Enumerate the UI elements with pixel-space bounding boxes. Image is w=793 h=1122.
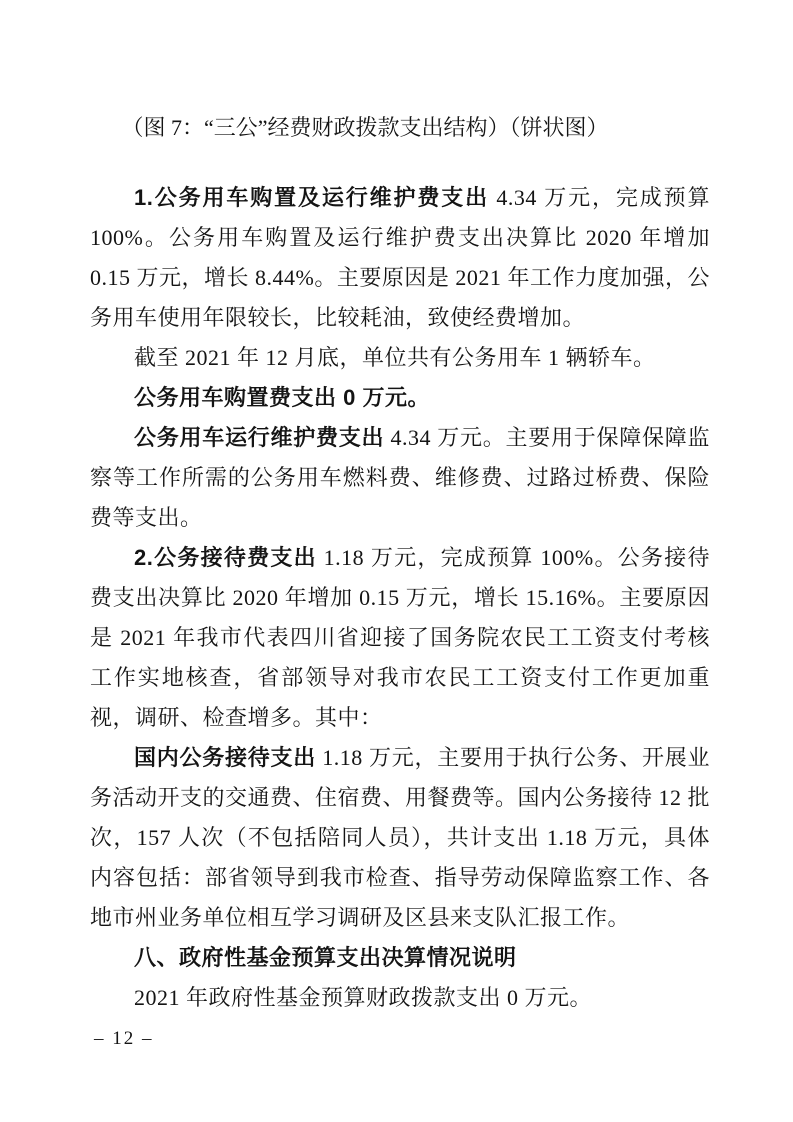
paragraph-vehicle-maintenance-body: 4.34 万元。主要用于保障保障监察等工作所需的公务用车燃料费、维修费、过路过桥费、保险费等支出。 xyxy=(90,425,710,530)
paragraph-vehicle-purchase xyxy=(90,378,710,418)
paragraph-vehicle-expense-lead: 1.公务用车购置及运行维护费支出 xyxy=(134,185,489,210)
page-number: – 12 – xyxy=(94,1028,154,1049)
paragraph-reception-expense-lead: 2.公务接待费支出 xyxy=(134,545,317,570)
section-heading-government-fund xyxy=(90,938,710,978)
document-body xyxy=(90,108,710,1018)
paragraph-government-fund: 2021 年政府性基金预算财政拨款支出 0 万元。 xyxy=(134,985,593,1010)
figure-caption: （图 7：“三公”经费财政拨款支出结构）（饼状图） xyxy=(121,115,609,140)
paragraph-vehicle-expense-body: 4.34 万元，完成预算 100%。公务用车购置及运行维护费支出决算比 2020 年增加 0.15 万元，增长 8.44%。主要原因是 2021 年工作力度加强，公务用车使用年限较长，比较耗油，致使经费增加。 xyxy=(90,185,710,330)
paragraph-vehicle-expense xyxy=(90,178,710,338)
paragraph-reception-expense xyxy=(90,538,710,738)
paragraph-vehicle-maintenance-lead: 公务用车运行维护费支出 xyxy=(134,425,385,450)
paragraph-fleet-status: 截至 2021 年 12 月底，单位共有公务用车 1 辆轿车。 xyxy=(134,345,656,370)
paragraph-domestic-reception-body: 1.18 万元，主要用于执行公务、开展业务活动开支的交通费、住宿费、用餐费等。国内公务接待 12 批次，157 人次（不包括陪同人员），共计支出 1.18 万元，具体内容包括：部省领导到我市检查、指导劳动保障监察工作、各地市州业务单位相互学习调研及区县来支队汇报工作。 xyxy=(90,745,711,930)
paragraph-domestic-reception-lead: 国内公务接待支出 xyxy=(134,745,316,770)
paragraph-vehicle-maintenance xyxy=(90,418,710,538)
paragraph-reception-expense-body: 1.18 万元，完成预算 100%。公务接待费支出决算比 2020 年增加 0.15 万元，增长 15.16%。主要原因是 2021 年我市代表四川省迎接了国务院农民工工资支付考核工作实地核查，省部领导对我市农民工工资支付工作更加重视，调研、检查增多。其中： xyxy=(90,545,710,730)
paragraph-domestic-reception xyxy=(90,738,710,938)
paragraph-vehicle-purchase-text: 公务用车购置费支出 0 万元。 xyxy=(134,385,430,410)
section-heading-government-fund-text: 八、政府性基金预算支出决算情况说明 xyxy=(134,945,517,970)
